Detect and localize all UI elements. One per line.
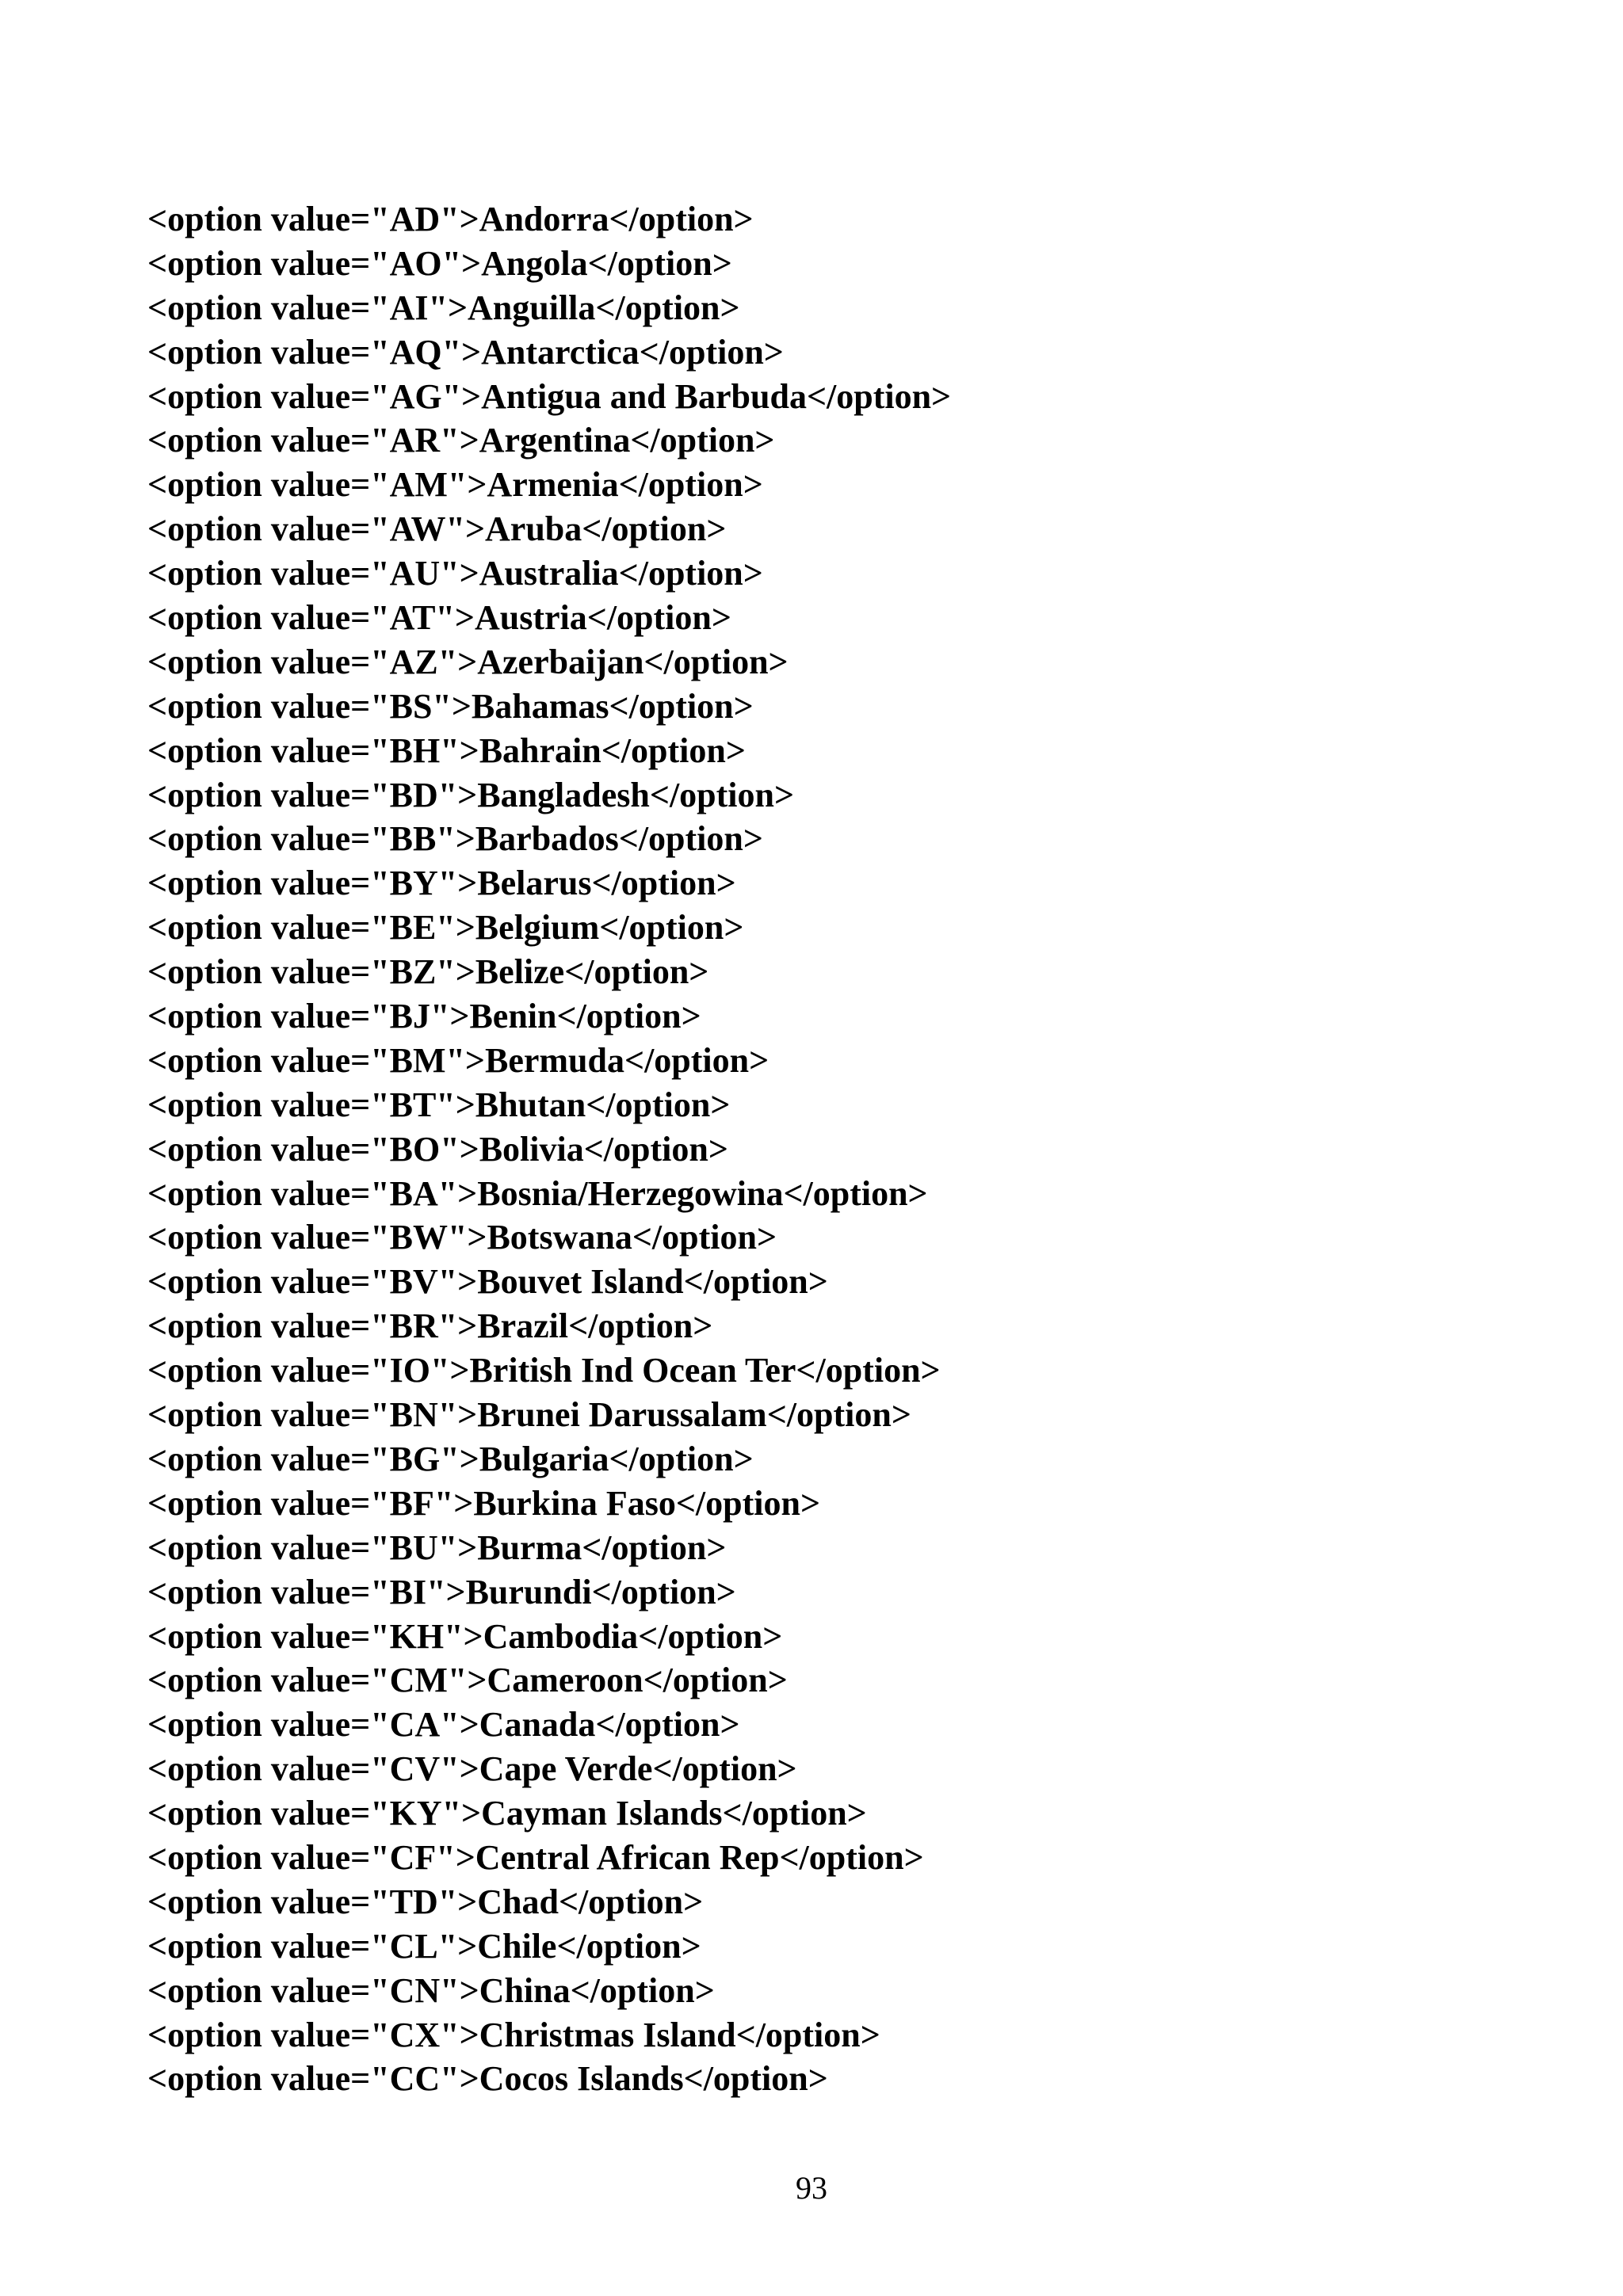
code-line: <option value="CL">Chile</option> xyxy=(147,1926,701,1966)
code-line: <option value="BG">Bulgaria</option> xyxy=(147,1439,754,1478)
code-line: <option value="BU">Burma</option> xyxy=(147,1527,727,1567)
code-line: <option value="BF">Burkina Faso</option> xyxy=(147,1483,821,1523)
page-number: 93 xyxy=(796,2170,827,2206)
code-line: <option value="BZ">Belize</option> xyxy=(147,952,709,992)
code-line: <option value="BY">Belarus</option> xyxy=(147,864,736,903)
code-line: <option value="BS">Bahamas</option> xyxy=(147,686,754,726)
code-line: <option value="BT">Bhutan</option> xyxy=(147,1085,731,1124)
code-line: <option value="CN">China</option> xyxy=(147,1970,715,2010)
code-line: <option value="BI">Burundi</option> xyxy=(147,1572,736,1611)
code-line: <option value="AZ">Azerbaijan</option> xyxy=(147,642,789,681)
code-line: <option value="BN">Brunei Darussalam</option> xyxy=(147,1395,911,1435)
code-line: <option value="AQ">Antarctica</option> xyxy=(147,332,784,372)
code-line: <option value="BR">Brazil</option> xyxy=(147,1306,713,1346)
code-line: <option value="AU">Australia</option> xyxy=(147,554,763,593)
code-line: <option value="CC">Cocos Islands</option> xyxy=(147,2059,828,2099)
code-line: <option value="BH">Bahrain</option> xyxy=(147,730,746,770)
code-line: <option value="BA">Bosnia/Herzegowina</option> xyxy=(147,1173,928,1213)
code-line: <option value="KH">Cambodia</option> xyxy=(147,1616,783,1656)
code-line: <option value="AW">Aruba</option> xyxy=(147,509,727,549)
code-line: <option value="AR">Argentina</option> xyxy=(147,421,775,460)
code-line: <option value="CM">Cameroon</option> xyxy=(147,1661,788,1700)
code-line: <option value="BV">Bouvet Island</option> xyxy=(147,1262,828,1302)
code-line: <option value="AO">Angola</option> xyxy=(147,243,732,283)
code-line: <option value="BM">Bermuda</option> xyxy=(147,1040,769,1080)
code-line: <option value="BO">Bolivia</option> xyxy=(147,1129,728,1169)
code-line: <option value="IO">British Ind Ocean Ter</option> xyxy=(147,1351,941,1390)
code-line: <option value="AI">Anguilla</option> xyxy=(147,288,740,327)
code-listing xyxy=(147,197,951,2101)
code-line: <option value="BB">Barbados</option> xyxy=(147,819,763,859)
code-line: <option value="AM">Armenia</option> xyxy=(147,465,763,505)
code-line: <option value="BW">Botswana</option> xyxy=(147,1218,777,1257)
code-line: <option value="AG">Antigua and Barbuda</option> xyxy=(147,376,952,416)
code-line: <option value="AD">Andorra</option> xyxy=(147,200,754,238)
code-line: <option value="BJ">Benin</option> xyxy=(147,997,701,1036)
code-line: <option value="CV">Cape Verde</option> xyxy=(147,1749,797,1789)
code-line: <option value="CX">Christmas Island</option> xyxy=(147,2015,880,2054)
code-line: <option value="KY">Cayman Islands</option> xyxy=(147,1794,867,1833)
code-line: <option value="AT">Austria</option> xyxy=(147,598,731,638)
code-line: <option value="CA">Canada</option> xyxy=(147,1705,740,1745)
code-line: <option value="BE">Belgium</option> xyxy=(147,908,744,948)
code-line: <option value="BD">Bangladesh</option> xyxy=(147,775,795,814)
code-line: <option value="TD">Chad</option> xyxy=(147,1882,704,1921)
code-line: <option value="CF">Central African Rep</option> xyxy=(147,1837,924,1877)
